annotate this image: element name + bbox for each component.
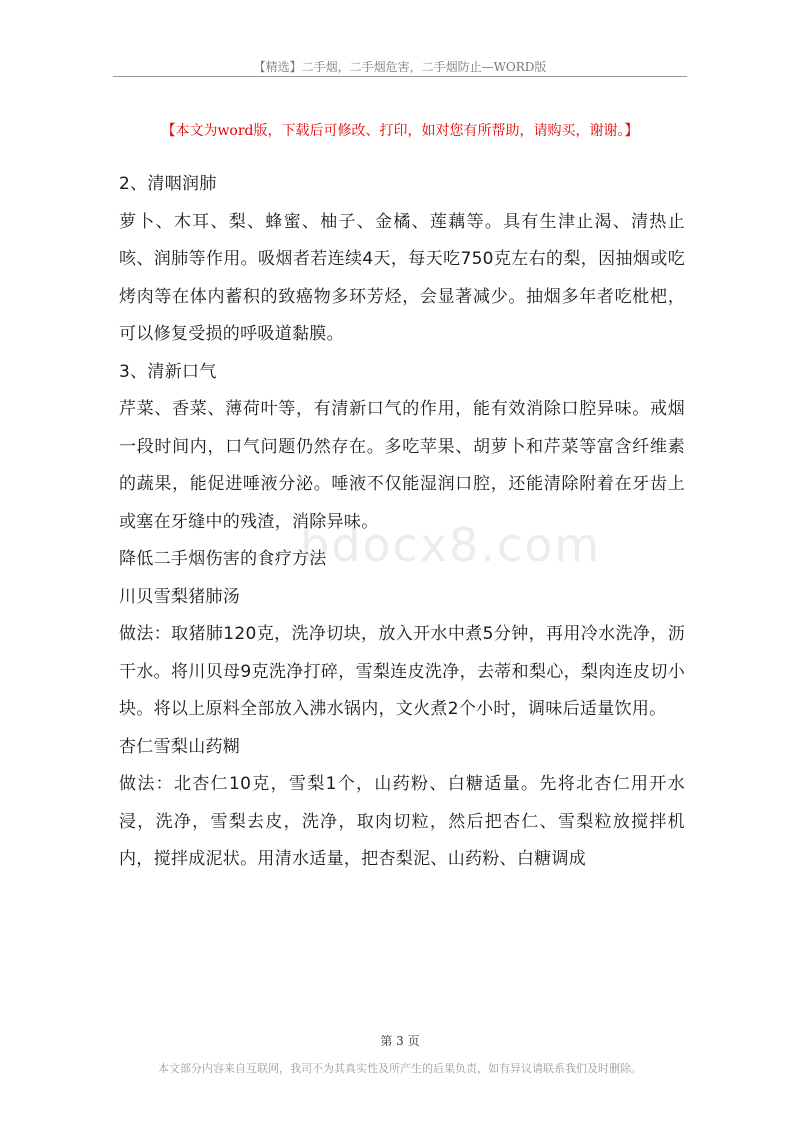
document-body <box>119 166 685 879</box>
section-heading-diet-therapy: 降低二手烟伤害的食疗方法 <box>119 549 327 569</box>
recipe-method-pork-lung-soup: 做法：取猪肺120克，洗净切块，放入开水中煮5分钟，再用冷水洗净，沥干水。将川贝母9克洗净打碎，雪梨连皮洗净，去蒂和梨心，梨肉连皮切小块。将以上原料全部放入沸水锅内，文火煮2个小时，调味后适量饮用。 <box>119 624 685 719</box>
paragraph-clear-throat: 萝卜、木耳、梨、蜂蜜、柚子、金橘、莲藕等。具有生津止渴、清热止咳、润肺等作用。吸烟者若连续4天，每天吃750克左右的梨，因抽烟或吃烤肉等在体内蓄积的致癌物多环芳烃，会显著减少。抽烟多年者吃枇杷，可以修复受损的呼吸道黏膜。 <box>119 211 685 344</box>
download-notice: 【本文为word版，下载后可修改、打印，如对您有所帮助，请购买，谢谢。】 <box>161 123 639 139</box>
section-heading-clear-throat: 2、清咽润肺 <box>119 174 217 194</box>
recipe-title-pork-lung-soup: 川贝雪梨猪肺汤 <box>119 586 241 607</box>
recipe-title-almond-pear-paste: 杏仁雪梨山药糊 <box>119 736 241 757</box>
paragraph-fresh-breath: 芹菜、香菜、薄荷叶等，有清新口气的作用，能有效消除口腔异味。戒烟一段时间内，口气问题仍然存在。多吃苹果、胡萝卜和芹菜等富含纤维素的蔬果，能促进唾液分泌。唾液不仅能湿润口腔，还能清除附着在牙齿上或塞在牙缝中的残渣，消除异味。 <box>119 399 685 532</box>
watermark: bdocx8.com <box>300 518 602 572</box>
page-number: 第 3 页 <box>380 1034 420 1048</box>
document-header-title: 【精选】二手烟，二手烟危害，二手烟防止—WORD版 <box>253 60 547 74</box>
section-heading-fresh-breath: 3、清新口气 <box>119 361 217 382</box>
footer-disclaimer: 本文部分内容来自互联网，我司不为其真实性及所产生的后果负责，如有异议请联系我们及时删除。 <box>158 1062 642 1075</box>
header-divider <box>113 76 687 77</box>
recipe-method-almond-pear-paste: 做法：北杏仁10克，雪梨1个，山药粉、白糖适量。先将北杏仁用开水浸，洗净，雪梨去皮，洗净，取肉切粒，然后把杏仁、雪梨粒放搅拌机内，搅拌成泥状。用清水适量，把杏梨泥、山药粉、白糖调成 <box>119 774 685 869</box>
